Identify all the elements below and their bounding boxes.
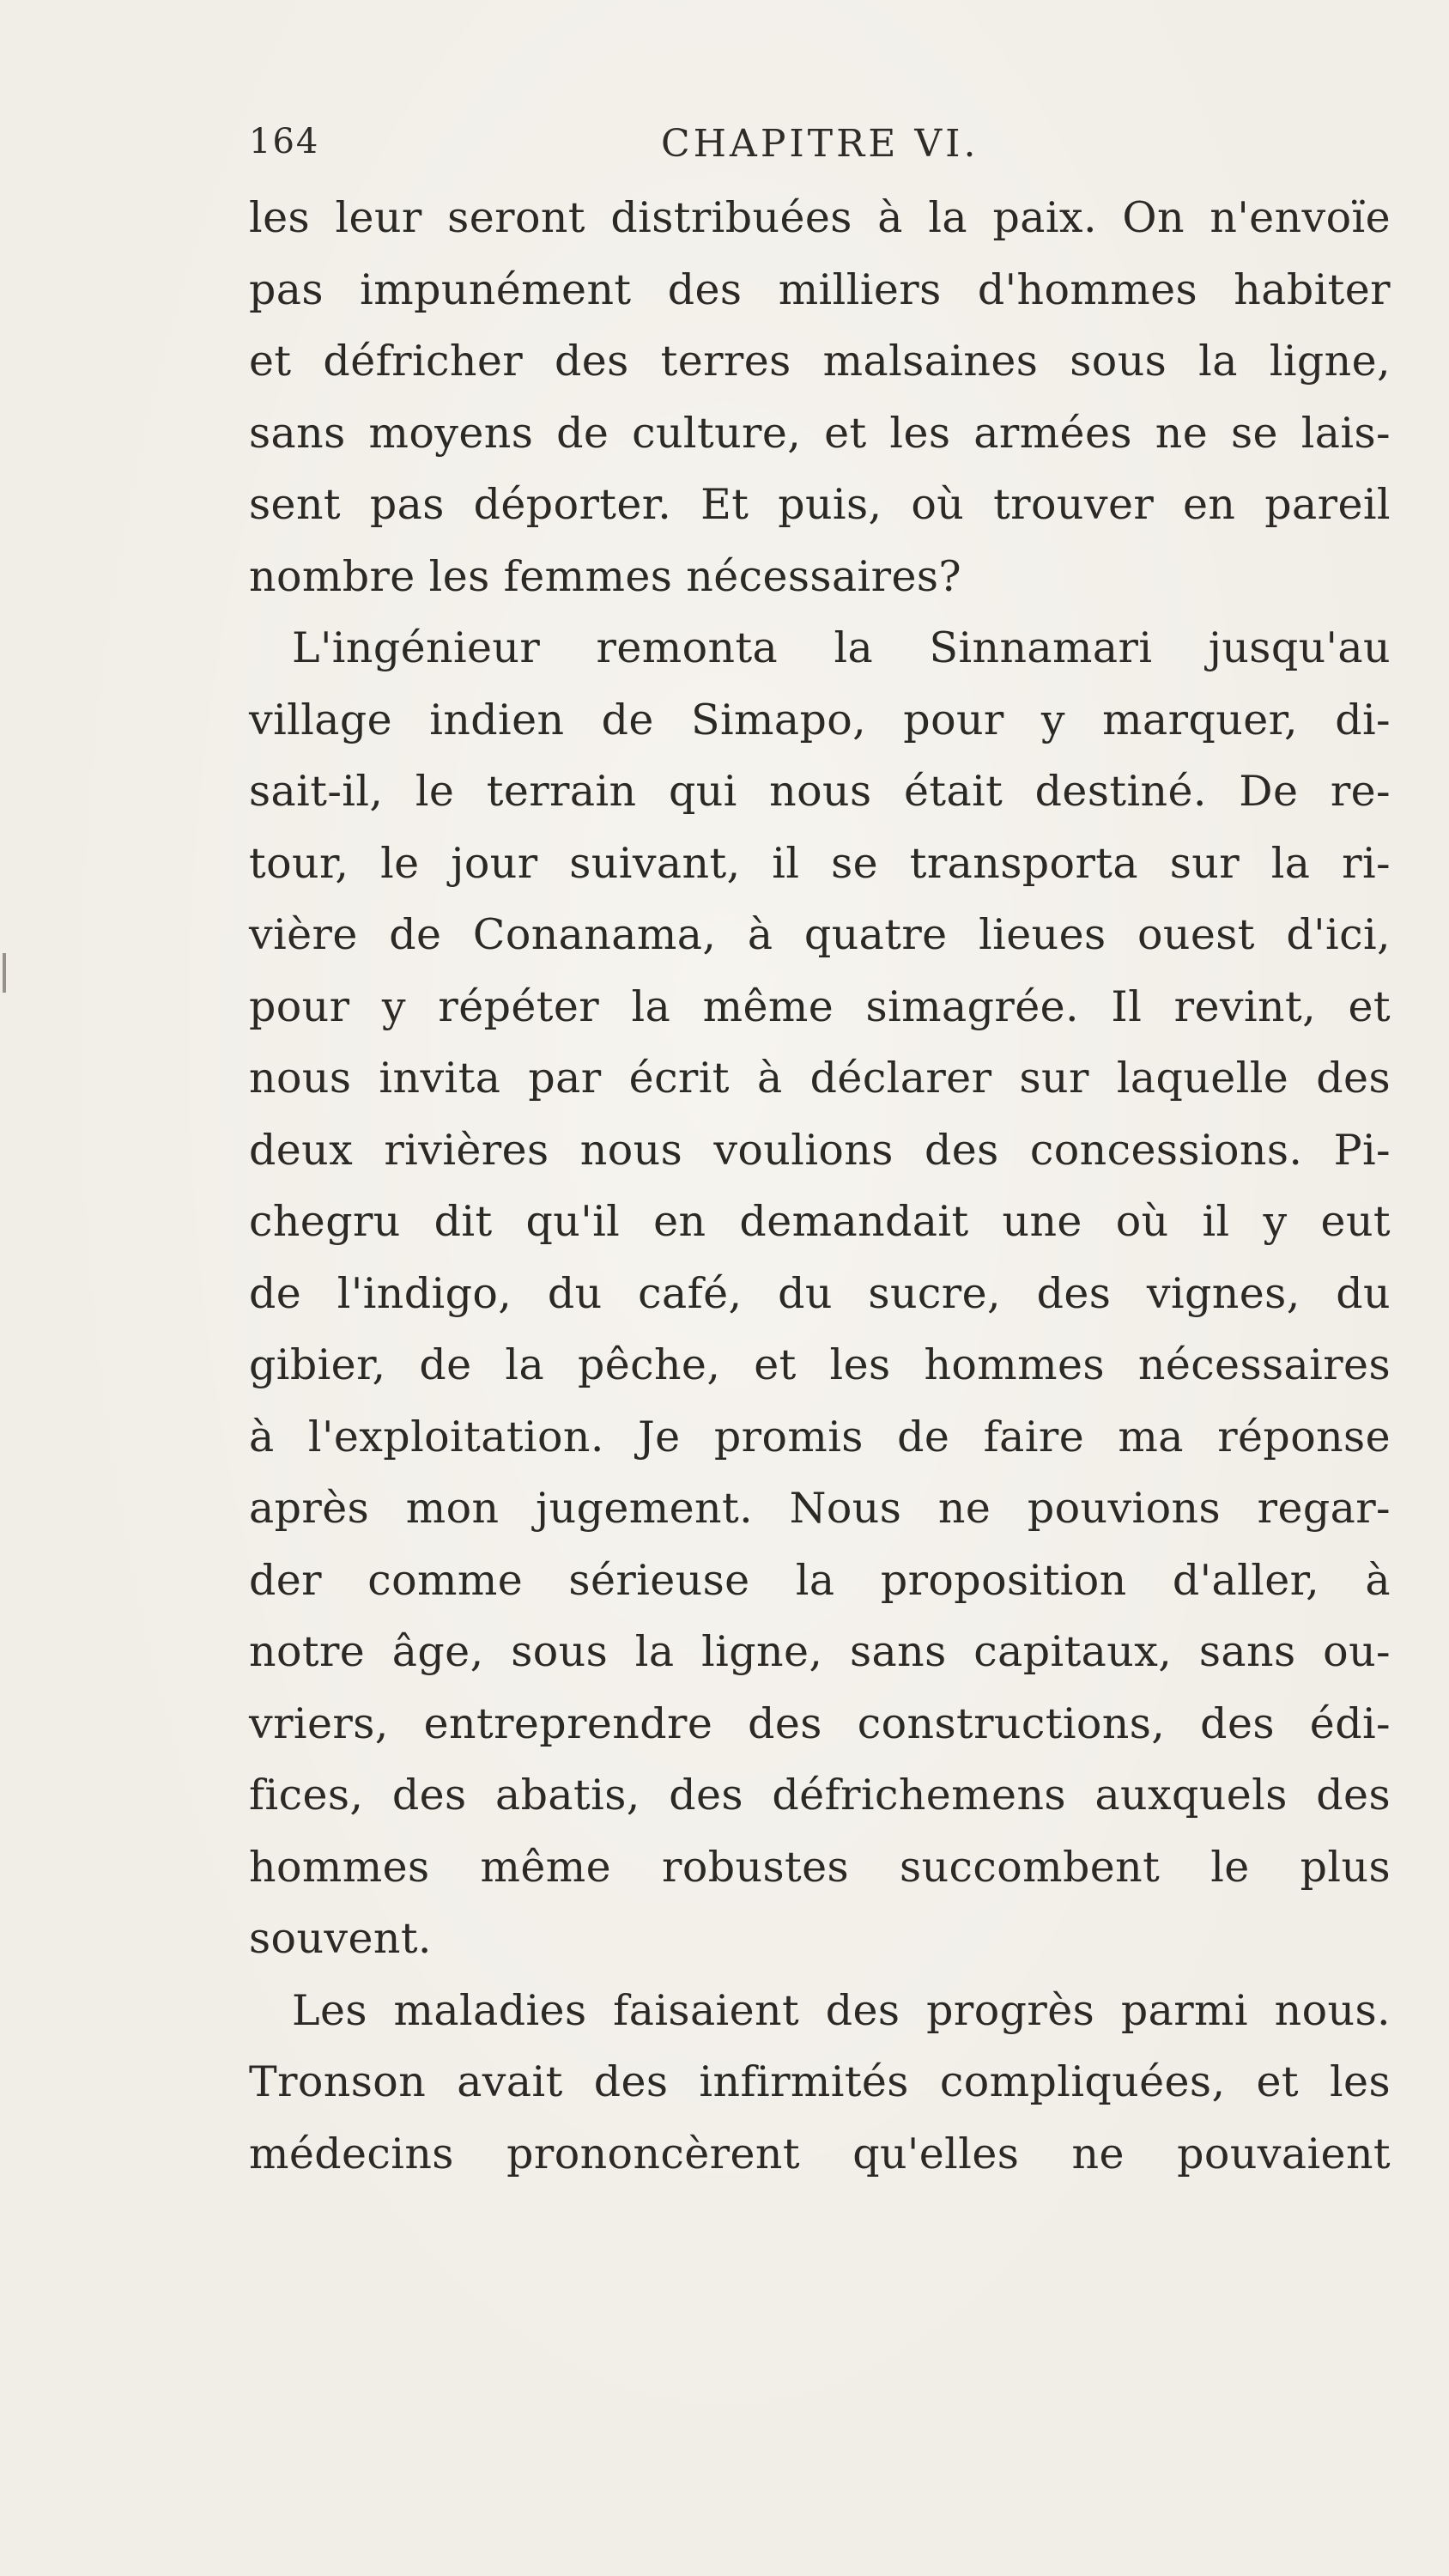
- text-line: fices, des abatis, des défrichemens auxquels des: [249, 1771, 1391, 1820]
- text-line: vière de Conanama, à quatre lieues ouest d'ici,: [249, 910, 1391, 959]
- text-line: et défricher des terres malsaines sous la ligne,: [249, 337, 1391, 386]
- text-line: Les maladies faisaient des progrès parmi nous.: [292, 1985, 1391, 2035]
- text-line: nombre les femmes nécessaires?: [249, 551, 962, 601]
- text-line: Tronson avait des infirmités compliquées, et les: [249, 2057, 1391, 2106]
- text-line: vriers, entreprendre des constructions, des édi-: [249, 1698, 1391, 1748]
- text-line: sent pas déporter. Et puis, où trouver en pareil: [249, 480, 1391, 529]
- text-line: sans moyens de culture, et les armées ne se lais-: [249, 408, 1391, 458]
- text-line: chegru dit qu'il en demandait une où il y eut: [249, 1197, 1391, 1246]
- margin-mark: [3, 953, 6, 993]
- text-line: notre âge, sous la ligne, sans capitaux, sans ou-: [249, 1627, 1391, 1676]
- running-head: CHAPITRE VI.: [661, 122, 979, 166]
- text-line: nous invita par écrit à déclarer sur laquelle des: [249, 1054, 1391, 1103]
- text-line: sait-il, le terrain qui nous était destiné. De re-: [249, 767, 1391, 816]
- text-line: pas impunément des milliers d'hommes habiter: [249, 264, 1391, 314]
- text-line: pour y répéter la même simagrée. Il revint, et: [249, 981, 1391, 1031]
- text-line: médecins prononcèrent qu'elles ne pouvaient: [249, 2129, 1391, 2178]
- page-number: 164: [249, 122, 320, 161]
- text-line: deux rivières nous voulions des concessions. Pi-: [249, 1125, 1391, 1175]
- text-line: hommes même robustes succombent le plus: [249, 1842, 1391, 1892]
- text-line: tour, le jour suivant, il se transporta sur la ri-: [249, 838, 1391, 888]
- text-line: gibier, de la pêche, et les hommes nécessaires: [249, 1340, 1391, 1389]
- page-header: [249, 122, 1219, 173]
- text-line: village indien de Simapo, pour y marquer, di-: [249, 695, 1391, 744]
- text-line: L'ingénieur remonta la Sinnamari jusqu'au: [292, 623, 1391, 672]
- text-line: à l'exploitation. Je promis de faire ma réponse: [249, 1412, 1391, 1461]
- text-line: les leur seront distribuées à la paix. On n'envoïe: [249, 193, 1391, 242]
- text-line: après mon jugement. Nous ne pouvions regar-: [249, 1484, 1391, 1533]
- body-text: [249, 182, 1391, 2190]
- text-line: de l'indigo, du café, du sucre, des vignes, du: [249, 1268, 1391, 1318]
- text-line: souvent.: [249, 1914, 432, 1963]
- text-line: der comme sérieuse la proposition d'aller, à: [249, 1555, 1391, 1605]
